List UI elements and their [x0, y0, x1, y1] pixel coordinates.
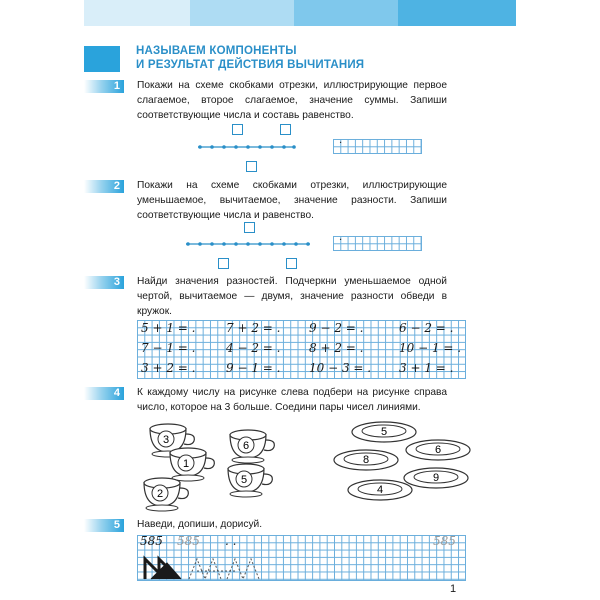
cup-6[interactable]	[226, 428, 286, 464]
expression: 7 − 1 = .	[141, 341, 196, 355]
plate-number: 8	[362, 454, 370, 466]
answer-box[interactable]	[286, 258, 297, 269]
answer-box[interactable]	[232, 124, 243, 135]
task-5-number: 5	[84, 519, 124, 532]
header-color-band	[0, 0, 600, 26]
task-4-number: 4	[84, 387, 124, 400]
plate-4[interactable]	[346, 478, 418, 504]
cup-number: 2	[156, 488, 164, 500]
task-1-text: Покажи на схеме скобками отрезки, иллюстрирующие первое слагаемое, второе слагаемое, значение суммы. Запиши соответствующие числа и составь равенство.	[137, 80, 447, 121]
grid-dot: .	[339, 135, 343, 146]
tracing-grid[interactable]	[137, 535, 466, 581]
expression: 10 − 1 = .	[399, 341, 462, 355]
answer-grid-2[interactable]	[333, 232, 422, 251]
expression: 3 + 2 = .	[141, 361, 196, 375]
digits-trace: 585	[177, 534, 200, 548]
task-3-number: 3	[84, 276, 124, 289]
cup-number: 3	[162, 434, 170, 446]
page-title	[136, 44, 364, 72]
plate-number: 4	[376, 484, 384, 496]
expression: 9 − 2 = .	[309, 321, 364, 335]
cup-number: 1	[182, 458, 190, 470]
answer-box[interactable]	[246, 161, 257, 172]
digits-dots: . .	[225, 534, 237, 548]
cup-number: 5	[240, 474, 248, 486]
expression: 3 + 1 = .	[399, 361, 454, 375]
cup-number: 6	[242, 440, 250, 452]
number-line-1	[198, 143, 308, 153]
plate-number: 9	[432, 472, 440, 484]
cup-5[interactable]	[224, 462, 284, 498]
header-band-3	[294, 0, 398, 26]
plate-6[interactable]	[404, 438, 476, 464]
expression: 8 + 2 = .	[309, 341, 364, 355]
answer-box[interactable]	[218, 258, 229, 269]
header-band-4	[398, 0, 516, 26]
task-2-number: 2	[84, 180, 124, 193]
expression: 9 − 1 = .	[226, 361, 281, 375]
task-1-number: 1	[84, 80, 124, 93]
number-line-2	[186, 240, 316, 250]
task-5-text: Наведи, допиши, дорисуй.	[137, 519, 263, 530]
expression: 4 − 2 = .	[226, 341, 281, 355]
answer-box[interactable]	[244, 222, 255, 233]
plate-number: 5	[380, 426, 388, 438]
task-3-text: Найди значения разностей. Подчеркни уменьшаемое одной чертой, вычитаемое — двумя, значение разности обведи в кружок.	[137, 276, 447, 317]
answer-box[interactable]	[280, 124, 291, 135]
header-band-blank	[0, 0, 84, 26]
digits-sample: 585	[140, 534, 163, 548]
expression: 10 − 3 = .	[309, 361, 372, 375]
grid-dot: .	[339, 232, 343, 243]
task-4-text: К каждому числу на рисунке слева подбери на рисунке справа число, которое на 3 больше. Соедини пары чисел линиями.	[137, 387, 447, 413]
zigzag-pattern	[137, 551, 467, 581]
page-number: 1	[450, 583, 457, 595]
cup-2[interactable]	[140, 476, 200, 512]
expression: 5 + 1 = .	[141, 321, 196, 335]
heading-accent-block	[84, 46, 120, 72]
plate-8[interactable]	[332, 448, 404, 474]
header-band-2	[190, 0, 294, 26]
subtraction-grid[interactable]	[137, 320, 466, 379]
task-2-text: Покажи на схеме скобками отрезки, иллюстрирующие уменьшаемое, вычитаемое, значение разности. Запиши соответствующие числа и равенство.	[137, 180, 447, 221]
page-title-line1: НАЗЫВАЕМ КОМПОНЕНТЫ	[136, 45, 297, 57]
page-title-line2: И РЕЗУЛЬТАТ ДЕЙСТВИЯ ВЫЧИТАНИЯ	[136, 59, 365, 71]
header-band-1	[84, 0, 190, 26]
plate-number: 6	[434, 444, 442, 456]
digits-trace-right: 585	[433, 534, 456, 548]
expression: 6 − 2 = .	[399, 321, 454, 335]
answer-grid-1[interactable]	[333, 135, 422, 154]
expression: 7 + 2 = .	[226, 321, 281, 335]
